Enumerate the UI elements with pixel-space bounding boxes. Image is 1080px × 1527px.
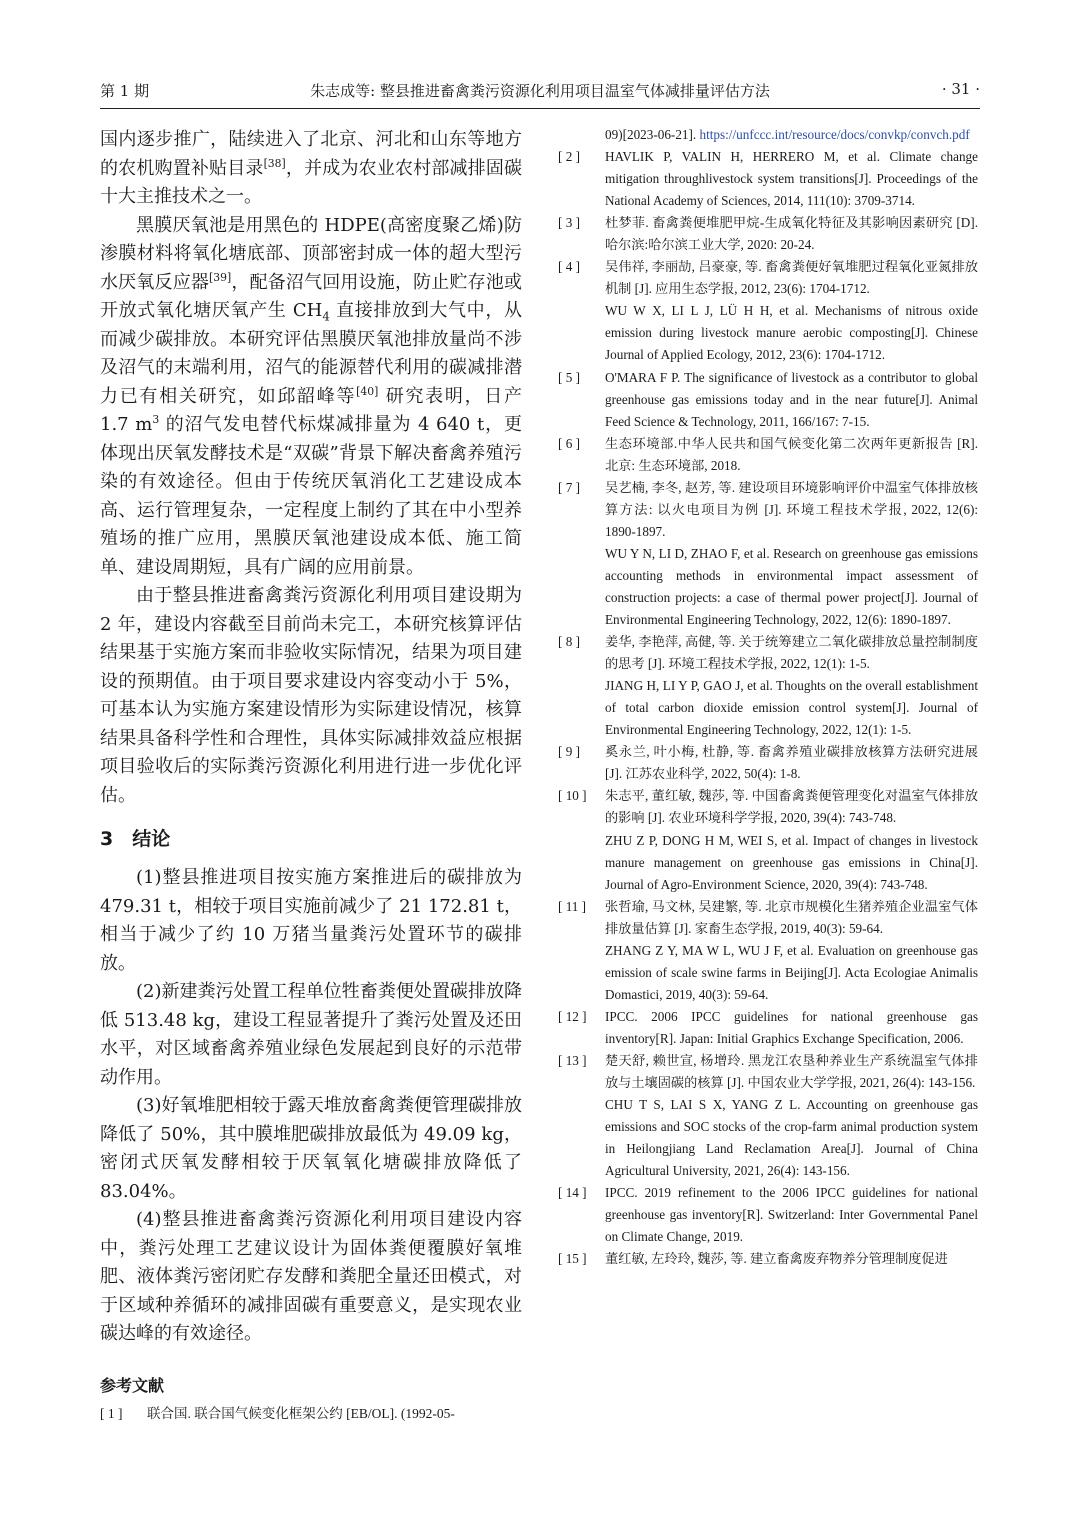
conclusion-item: (1)整县推进项目按实施方案推进后的碳排放为 479.31 t，相较于项目实施前减少了 21 172.81 t，相当于减少了约 10 万猪当量粪污处置环节的碳排放。 <box>100 867 522 974</box>
conclusion-item: (4)整县推进畜禽粪污资源化利用项目建设内容中，粪污处理工艺建议设计为固体粪便覆膜好氧堆肥、液体粪污密闭贮存发酵和粪肥全量还田模式，对于区域种养循环的减排固碳有重要意义，是实现农业碳达峰的有效途径。 <box>100 1209 522 1344</box>
references-heading: 参考文献 <box>100 1375 165 1395</box>
citation[interactable]: [38] <box>263 156 286 170</box>
citation[interactable]: [39] <box>209 270 232 284</box>
reference-item: [ 9 ] 奚永兰, 叶小梅, 杜静, 等. 畜禽养殖业碳排放核算方法研究进展 [J]. 江苏农业科学, 2022, 50(4): 1-8. <box>558 744 978 782</box>
conclusion-item: (2)新建粪污处置工程单位牲畜粪便处置碳排放降低 513.48 kg，建设工程显著提升了粪污处置及还田水平，对区域畜禽养殖业绿色发展起到良好的示范带动作用。 <box>100 981 522 1088</box>
page-number: · 31 · <box>941 80 980 98</box>
reference-item: [ 8 ] 姜华, 李艳萍, 高健, 等. 关于统筹建立二氧化碳排放总量控制制度的思考 [J]. 环境工程技术学报, 2022, 12(1): 1-5. JIANG H, LI Y P, GAO J, et al. Thoughts on the overall establishment of total carbon dioxide emission control system[J]. Journal of Environmental Engineering Technology, 2022, 12(1): 1-5. <box>558 634 978 738</box>
paragraph: 由于整县推进畜禽粪污资源化利用项目建设期为 2 年，建设内容截至目前尚未完工，本研究核算评估结果基于实施方案而非验收实际情况，结果为项目建设的预期值。由于项目要求建设内容变动小于 5%，可基本认为实施方案建设情形为实际建设情况，核算结果具备科学性和合理性，具体实际减排效益应根据项目验收后的实际粪污资源化利用进行进一步优化评估。 <box>100 585 522 806</box>
reference-item: [ 2 ] HAVLIK P, VALIN H, HERRERO M, et al. Climate change mitigation throughlivestock system transitions[J]. Proceedings of the National Academy of Sciences, 2014, 111(10): 3709-3714. <box>558 149 978 209</box>
reference-item: [ 7 ] 吴艺楠, 李冬, 赵芳, 等. 建设项目环境影响评价中温室气体排放核算方法: 以火电项目为例 [J]. 环境工程技术学报, 2022, 12(6): 1890-1897. WU Y N, LI D, ZHAO F, et al. Research on greenhouse gas emissions accounting methods in environmental impact assessment of construction projects: a case of thermal power project[J]. Journal of Environmental Engineering Technology, 2022, 12(6): 1890-1897. <box>558 479 978 628</box>
paragraph: 国内逐步推广，陆续进入了北京、河北和山东等地方的农机购置补贴目录[38]，并成为农业农村部减排固碳十大主推技术之一。 <box>100 129 523 207</box>
right-column <box>558 124 978 1270</box>
reference-item: [ 15 ] 董红敏, 左玲玲, 魏莎, 等. 建立畜禽废弃物养分管理制度促进 <box>558 1251 948 1267</box>
reference-item: [ 13 ] 楚天舒, 赖世宣, 杨增玲. 黑龙江农垦种养业生产系统温室气体排放与土壤固碳的核算 [J]. 中国农业大学学报, 2021, 26(4): 143-156. CHU T S, LAI S X, YANG Z L. Accounting on greenhouse gas emissions and SOC stocks of the crop-farm animal production system in Heilongjiang Land Reclamation Area[J]. Journal of China Agricultural University, 2021, 26(4): 143-156. <box>558 1052 978 1179</box>
citation[interactable]: [40] <box>356 384 379 398</box>
reference-item: [ 6 ] 生态环境部.中华人民共和国气候变化第二次两年更新报告 [R]. 北京: 生态环境部, 2018. <box>558 435 978 473</box>
reference-item: [ 4 ] 吴伟祥, 李丽劼, 吕豪豪, 等. 畜禽粪便好氧堆肥过程氧化亚氮排放机制 [J]. 应用生态学报, 2012, 23(6): 1704-1712. WU W X, LI L J, LÜ H H, et al. Mechanisms of nitrous oxide emission during livestock manure aerobic composting[J]. Chinese Journal of Applied Ecology, 2012, 23(6): 1704-1712. <box>558 259 978 363</box>
reference-item: [ 3 ] 杜梦菲. 畜禽粪便堆肥甲烷-生成氧化特征及其影响因素研究 [D]. 哈尔滨:哈尔滨工业大学, 2020: 20-24. <box>558 215 978 253</box>
conclusion-item: (3)好氧堆肥相较于露天堆放畜禽粪便管理碳排放降低了 50%，其中膜堆肥碳排放最低为 49.09 kg，密闭式厌氧发酵相较于厌氧氧化塘碳排放降低了 83.04%。 <box>100 1095 522 1202</box>
reference-continuation: 09)[2023-06-21]. https://unfccc.int/resource/docs/convkp/convch.pdf <box>605 127 970 142</box>
issue-number: 第 1 期 <box>100 82 150 100</box>
paragraph: 黑膜厌氧池是用黑色的 HDPE(高密度聚乙烯)防渗膜材料将氧化塘底部、顶部密封成一体的超大型污水厌氧反应器[39]，配备沼气回用设施，防止贮存池或开放式氧化塘厌氧产生 $CH_4$ 直接排放到大气中，从而减少碳排放。本研究评估黑膜厌氧池排放量尚不涉及沼气的末端利用，沼气的能源替代利用的碳减排潜力已有相关研究，如邱韶峰等[40] 研究表明，日产 1.7 $m^3$ 的沼气发电替代标煤减排量为 4 640 t，更体现出厌氧发酵技术是“双碳”背景下解决畜禽养殖污染的有效途径。但由于传统厌氧消化工艺建设成本高、运行管理复杂，一定程度上制约了其在中小型养殖场的推广应用，黑膜厌氧池建设成本低、施工简单、建设周期短，具有广阔的应用前景。 <box>100 214 523 578</box>
reference-item: [ 12 ] IPCC. 2006 IPCC guidelines for national greenhouse gas inventory[R]. Japan: Initial Graphics Exchange Specification, 2006. <box>558 1008 978 1046</box>
running-header <box>100 78 980 109</box>
reference-item: [ 14 ] IPCC. 2019 refinement to the 2006 IPCC guidelines for national greenhouse gas inventory[R]. Switzerland: Inter Governmental Panel on Climate Change, 2019. <box>558 1185 978 1245</box>
reference-item: [ 1 ] 联合国. 联合国气候变化框架公约 [EB/OL]. (1992-05- <box>100 1405 455 1421</box>
section-heading: 3 结论 <box>100 828 171 850</box>
reference-link[interactable]: https://unfccc.int/resource/docs/convkp/convch.pdf <box>699 127 970 142</box>
reference-item: [ 10 ] 朱志平, 董红敏, 魏莎, 等. 中国畜禽粪便管理变化对温室气体排放的影响 [J]. 农业环境科学学报, 2020, 39(4): 743-748. ZHU Z P, DONG H M, WEI S, et al. Impact of changes in livestock manure management on greenhouse gas emissions in China[J]. Journal of Agro-Environment Science, 2020, 39(4): 743-748. <box>558 788 978 892</box>
reference-item: [ 5 ] O'MARA F P. The significance of livestock as a contributor to global greenhouse gas emissions today and in the near future[J]. Animal Feed Science & Technology, 2011, 166/167: 7-15. <box>558 369 978 429</box>
left-column <box>100 126 522 1425</box>
running-title: 朱志成等: 整县推进畜禽粪污资源化利用项目温室气体减排量评估方法 <box>310 82 770 100</box>
reference-item: [ 11 ] 张哲瑜, 马文林, 吴建繁, 等. 北京市规模化生猪养殖企业温室气体排放量估算 [J]. 家畜生态学报, 2019, 40(3): 59-64. ZHANG Z Y, MA W L, WU J F, et al. Evaluation on greenhouse gas emission of scale swine farms in Beijing[J]. Acta Ecologiae Animalis Domastici, 2019, 40(3): 59-64. <box>558 898 978 1002</box>
